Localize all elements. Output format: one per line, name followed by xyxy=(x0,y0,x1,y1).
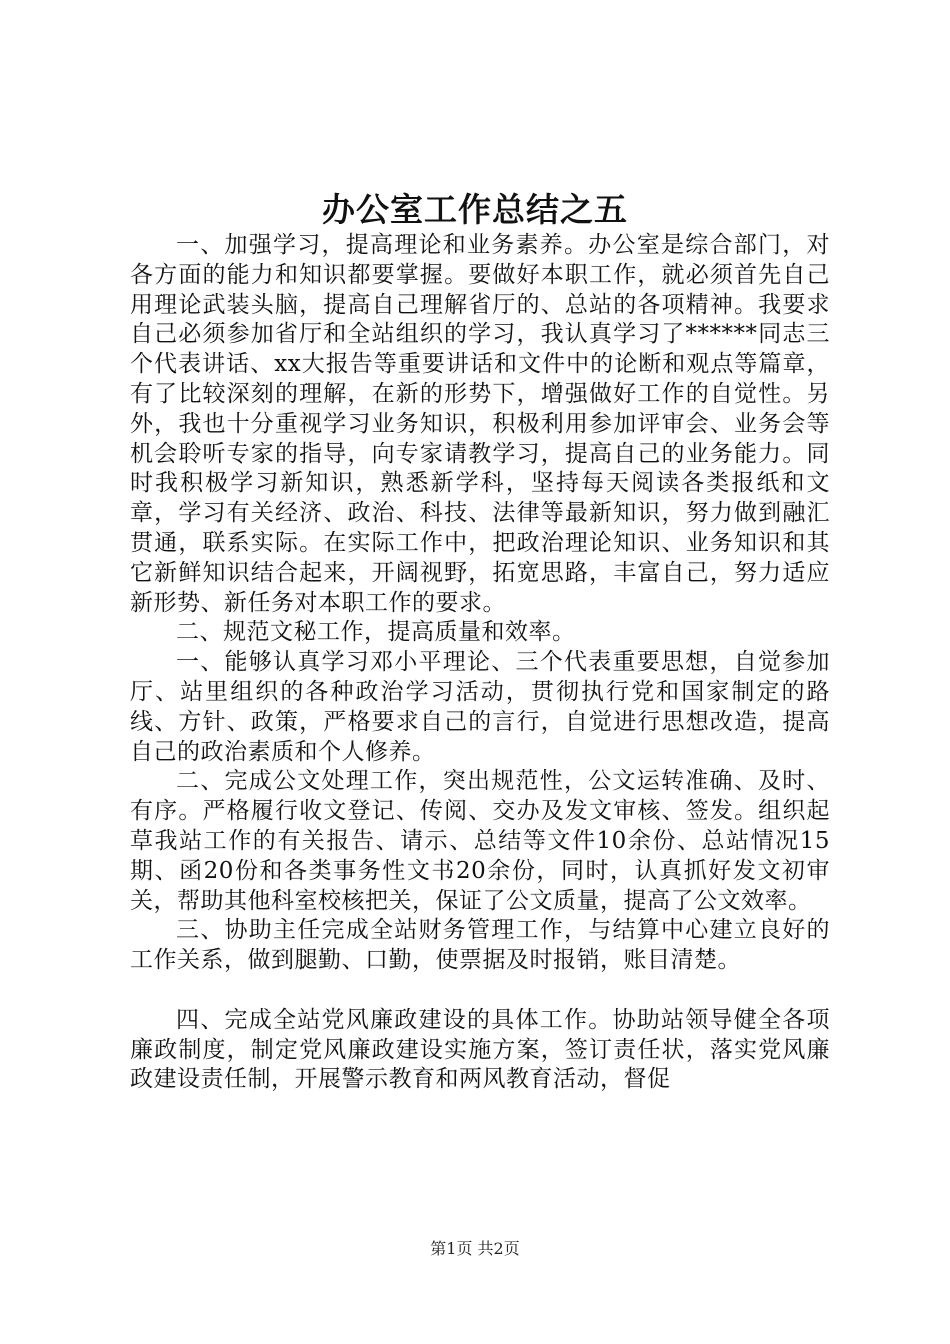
paragraph-3: 一、能够认真学习邓小平理论、三个代表重要思想，自觉参加厅、站里组织的各种政治学习活动，贯彻执行党和国家制定的路线、方针、政策，严格要求自己的言行，自觉进行思想改造，提高自己的政治素质和个人修养。 xyxy=(130,649,830,765)
document-body xyxy=(130,231,830,1095)
paragraph-2: 二、规范文秘工作，提高质量和效率。 xyxy=(176,619,576,646)
document-title: 办公室工作总结之五 xyxy=(322,190,628,229)
paragraph-4: 二、完成公文处理工作，突出规范性，公文运转准确、及时、有序。严格履行收文登记、传阅、交办及发文审核、签发。组织起草我站工作的有关报告、请示、总结等文件10余份、总站情况15期、函20份和各类事务性文书20余份，同时，认真抓好发文初审关，帮助其他科室校核把关，保证了公文质量，提高了公文效率。 xyxy=(130,768,830,914)
paragraph-1: 一、加强学习，提高理论和业务素养。办公室是综合部门，对各方面的能力和知识都要掌握。要做好本职工作，就必须首先自己用理论武装头脑，提高自己理解省厅的、总站的各项精神。我要求自己必须参加省厅和全站组织的学习，我认真学习了******同志三个代表讲话、xx大报告等重要讲话和文件中的论断和观点等篇章，有了比较深刻的理解，在新的形势下，增强做好工作的自觉性。另外，我也十分重视学习业务知识，积极利用参加评审会、业务会等机会聆听专家的指导，向专家请教学习，提高自己的业务能力。同时我积极学习新知识，熟悉新学科，坚持每天阅读各类报纸和文章，学习有关经济、政治、科技、法律等最新知识，努力做到融汇贯通，联系实际。在实际工作中，把政治理论知识、业务知识和其它新鲜知识结合起来，开阔视野，拓宽思路，丰富自己，努力适应新形势、新任务对本职工作的要求。 xyxy=(130,232,830,616)
page-footer: 第1页 共2页 xyxy=(430,1239,520,1258)
paragraph-6: 四、完成全站党风廉政建设的具体工作。协助站领导健全各项廉政制度，制定党风廉政建设实施方案，签订责任状，落实党风廉政建设责任制，开展警示教育和两风教育活动，督促 xyxy=(130,1006,830,1093)
paragraph-5: 三、协助主任完成全站财务管理工作，与结算中心建立良好的工作关系，做到腿勤、口勤，使票据及时报销，账目清楚。 xyxy=(130,917,830,974)
